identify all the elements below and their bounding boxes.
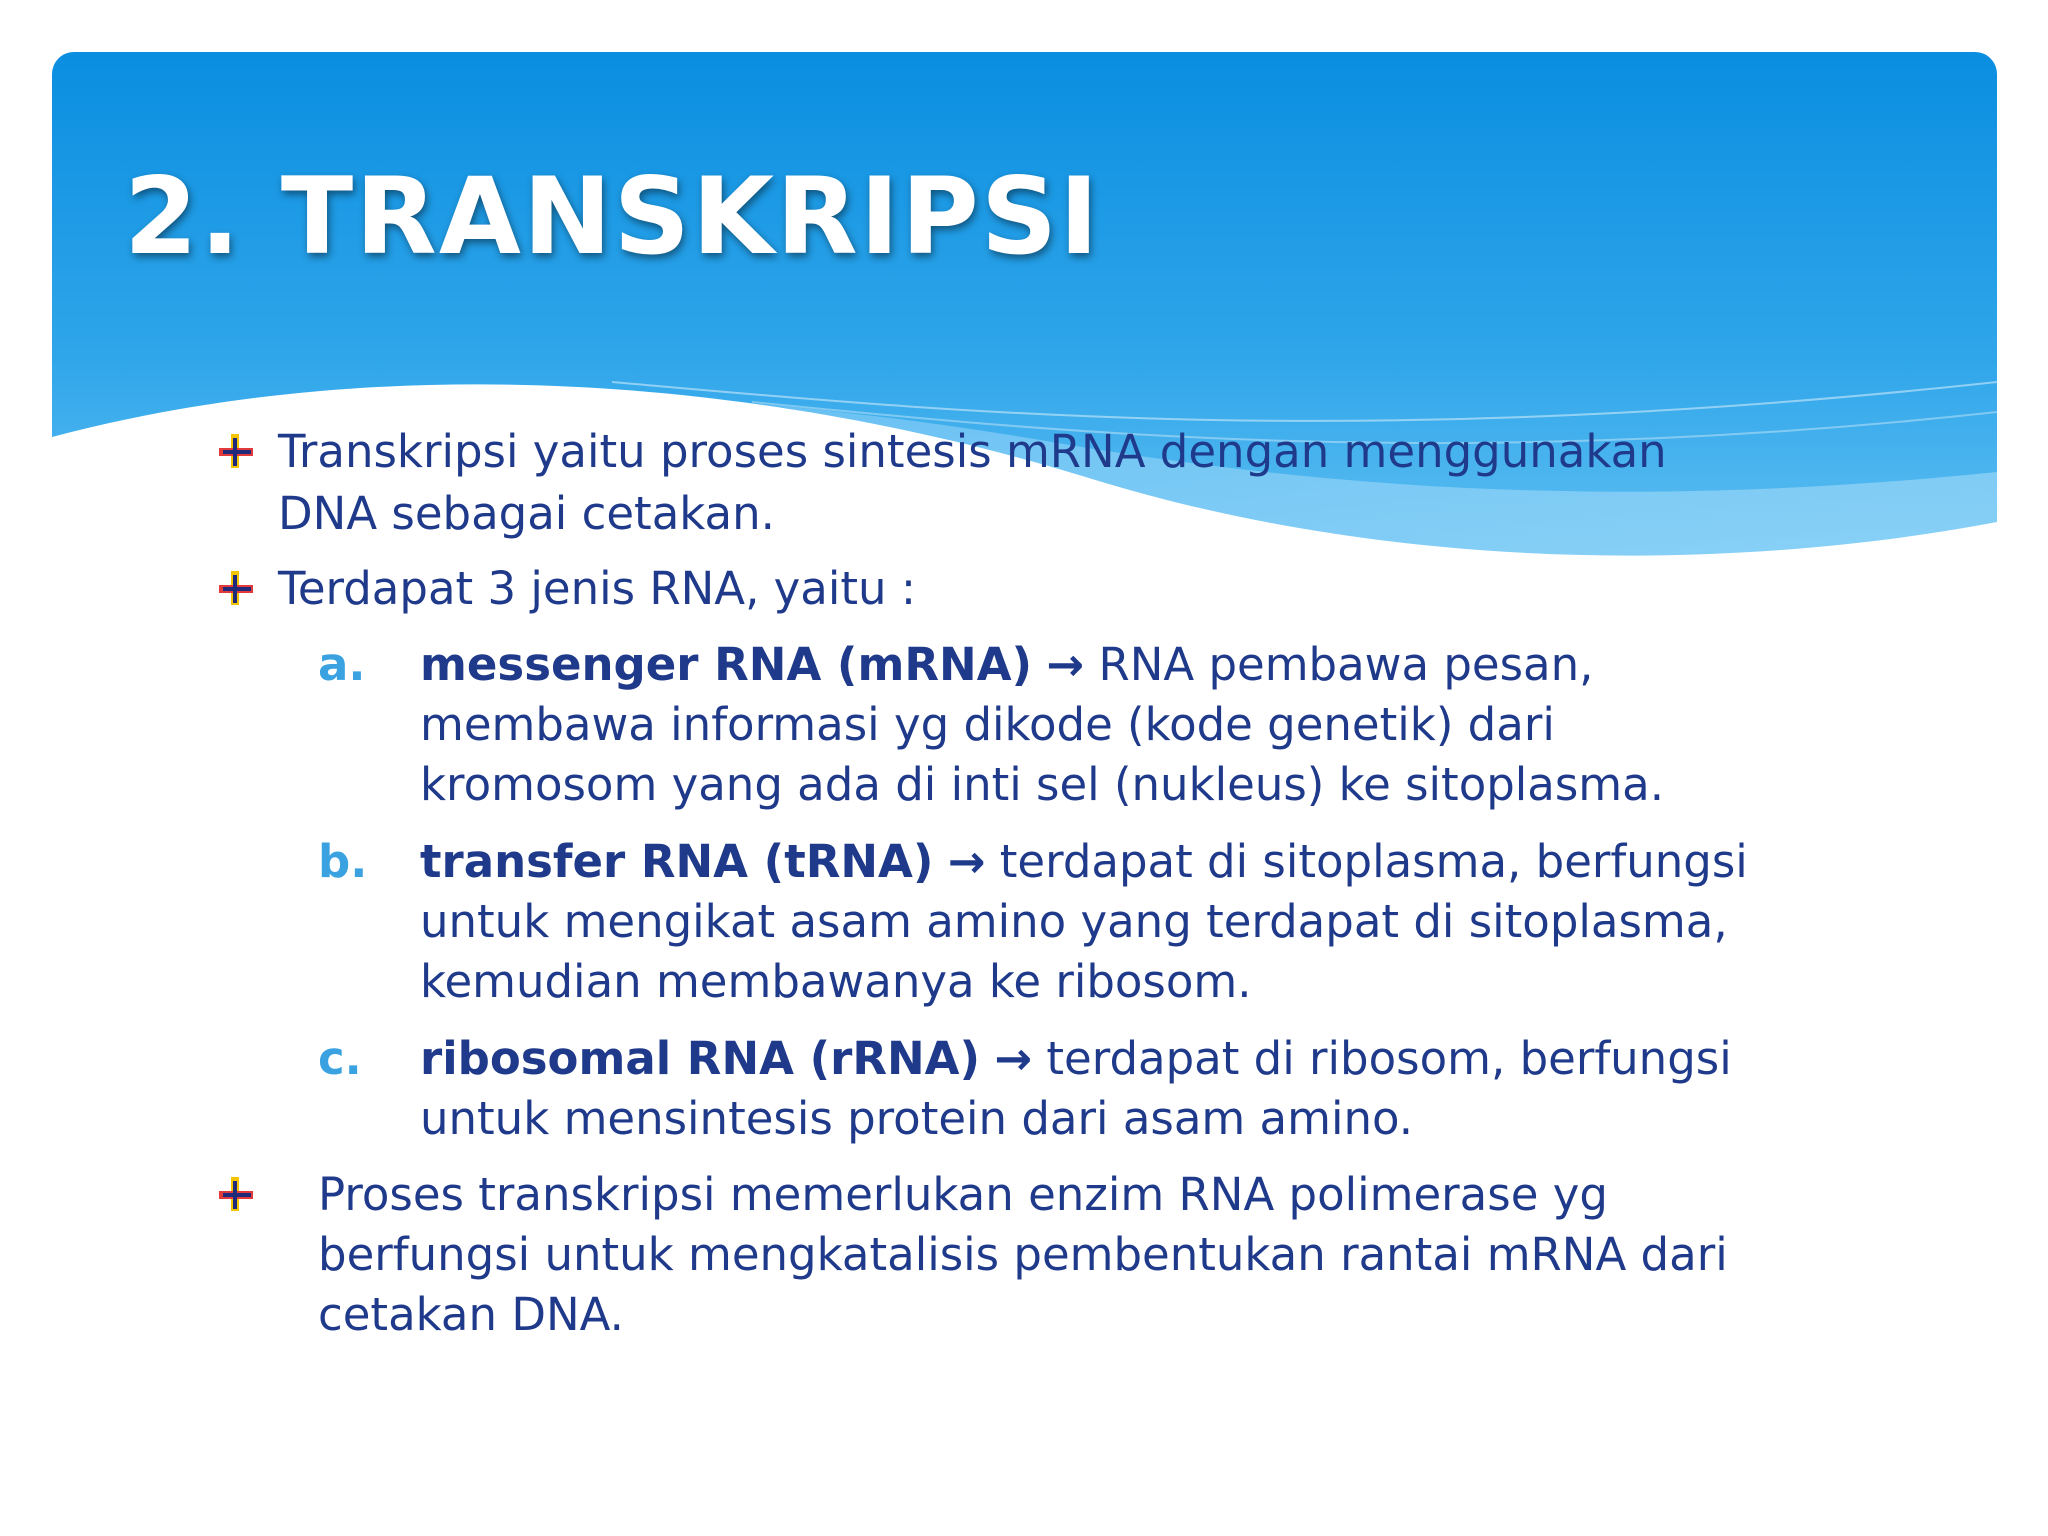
bullet-1-line-1: Transkripsi yaitu proses sintesis mRNA dengan menggunakan: [278, 425, 1667, 478]
subitem-c-term: ribosomal RNA (rRNA): [420, 1032, 981, 1085]
subitem-a-first-line: RNA pembawa pesan,: [1098, 638, 1594, 691]
subitem-b-first-line: terdapat di sitoplasma, berfungsi: [999, 835, 1748, 888]
subitem-c-marker: c.: [318, 1032, 362, 1085]
plus-cross-bullet-icon: [217, 569, 255, 607]
arrow-right-icon: →: [994, 1032, 1033, 1085]
arrow-right-icon: →: [947, 835, 986, 888]
bullet-3-line-1: Proses transkripsi memerlukan enzim RNA polimerase yg: [318, 1168, 1608, 1221]
subitem-b-marker: b.: [318, 835, 368, 888]
plus-cross-bullet-icon: [217, 1175, 255, 1213]
subitem-a-line-1: [420, 635, 1593, 695]
subitem-a-term: messenger RNA (mRNA): [420, 638, 1033, 691]
subitem-a-line-3: kromosom yang ada di inti sel (nukleus) ke sitoplasma.: [420, 758, 1665, 811]
subitem-a-line-2: membawa informasi yg dikode (kode genetik) dari: [420, 698, 1555, 751]
slide-title: 2. TRANSKRIPSI: [124, 155, 1101, 278]
bullet-3-line-2: berfungsi untuk mengkatalisis pembentukan rantai mRNA dari: [318, 1228, 1728, 1281]
plus-cross-bullet-icon: [217, 432, 255, 470]
bullet-1-line-2: DNA sebagai cetakan.: [278, 487, 775, 540]
subitem-c-line-1: [420, 1029, 1732, 1089]
bullet-3-line-3: cetakan DNA.: [318, 1288, 624, 1341]
subitem-b-term: transfer RNA (tRNA): [420, 835, 934, 888]
subitem-b-line-3: kemudian membawanya ke ribosom.: [420, 955, 1252, 1008]
subitem-b-line-2: untuk mengikat asam amino yang terdapat di sitoplasma,: [420, 895, 1728, 948]
subitem-c-line-2: untuk mensintesis protein dari asam amino.: [420, 1092, 1414, 1145]
subitem-c-first-line: terdapat di ribosom, berfungsi: [1046, 1032, 1732, 1085]
subitem-b-line-1: [420, 832, 1748, 892]
subitem-a-marker: a.: [318, 638, 366, 691]
arrow-right-icon: →: [1046, 638, 1085, 691]
bullet-2-line-1: Terdapat 3 jenis RNA, yaitu :: [278, 562, 917, 615]
